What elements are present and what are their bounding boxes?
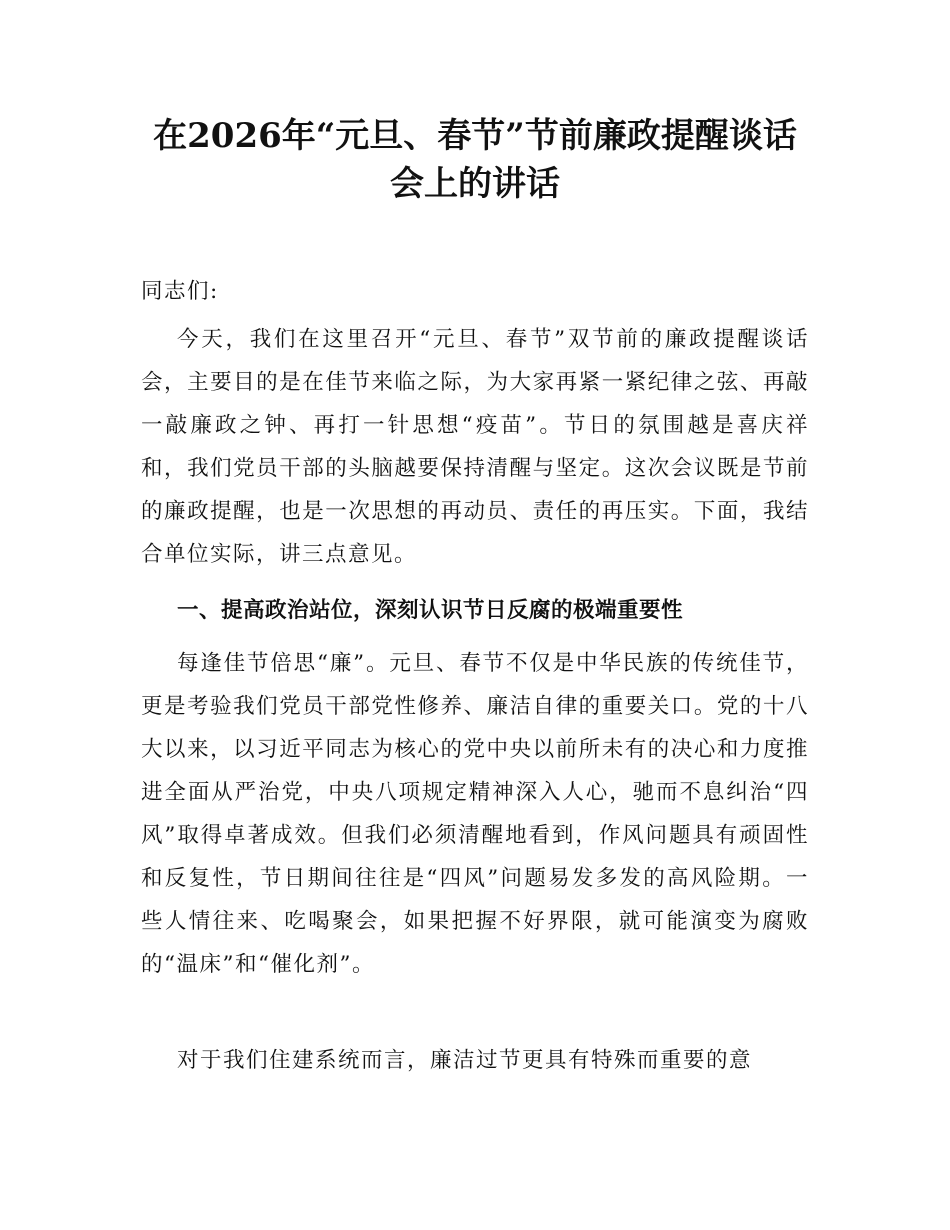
salutation: 同志们: xyxy=(141,279,219,304)
title-line-1: 在2026年“元旦、春节”节前廉政提醒谈话 xyxy=(153,116,797,156)
paragraph-section-1: 每逢佳节倍思“廉”。元旦、春节不仅是中华民族的传统佳节，更是考验我们党员干部党性修养、廉洁自律的重要关口。党的十八大以来，以习近平同志为核心的党中央以前所未有的决心和力度推进全面从严治党，中央八项规定精神深入人心，驰而不息纠治“四风”取得卓著成效。但我们必须清醒地看到，作风问题具有顽固性和反复性，节日期间往往是“四风”问题易发多发的高风险期。一些人情往来、吃喝聚会，如果把握不好界限，就可能演变为腐败的“温床”和“催化剂”。 xyxy=(141,651,809,977)
section-heading-1: 一、提高政治站位，深刻认识节日反腐的极端重要性 xyxy=(177,598,684,623)
document-title xyxy=(120,112,830,208)
paragraph-intro: 今天，我们在这里召开“元旦、春节”双节前的廉政提醒谈话会，主要目的是在佳节来临之际，为大家再紧一紧纪律之弦、再敲一敲廉政之钟、再打一针思想“疫苗”。节日的氛围越是喜庆祥和，我们党员干部的头脑越要保持清醒与坚定。这次会议既是节前的廉政提醒，也是一次思想的再动员、责任的再压实。下面，我结合单位实际，讲三点意见。 xyxy=(141,327,809,567)
paragraph-section-1-continued: 对于我们住建系统而言，廉洁过节更具有特殊而重要的意 xyxy=(177,1048,753,1073)
title-line-2: 会上的讲话 xyxy=(390,164,560,204)
